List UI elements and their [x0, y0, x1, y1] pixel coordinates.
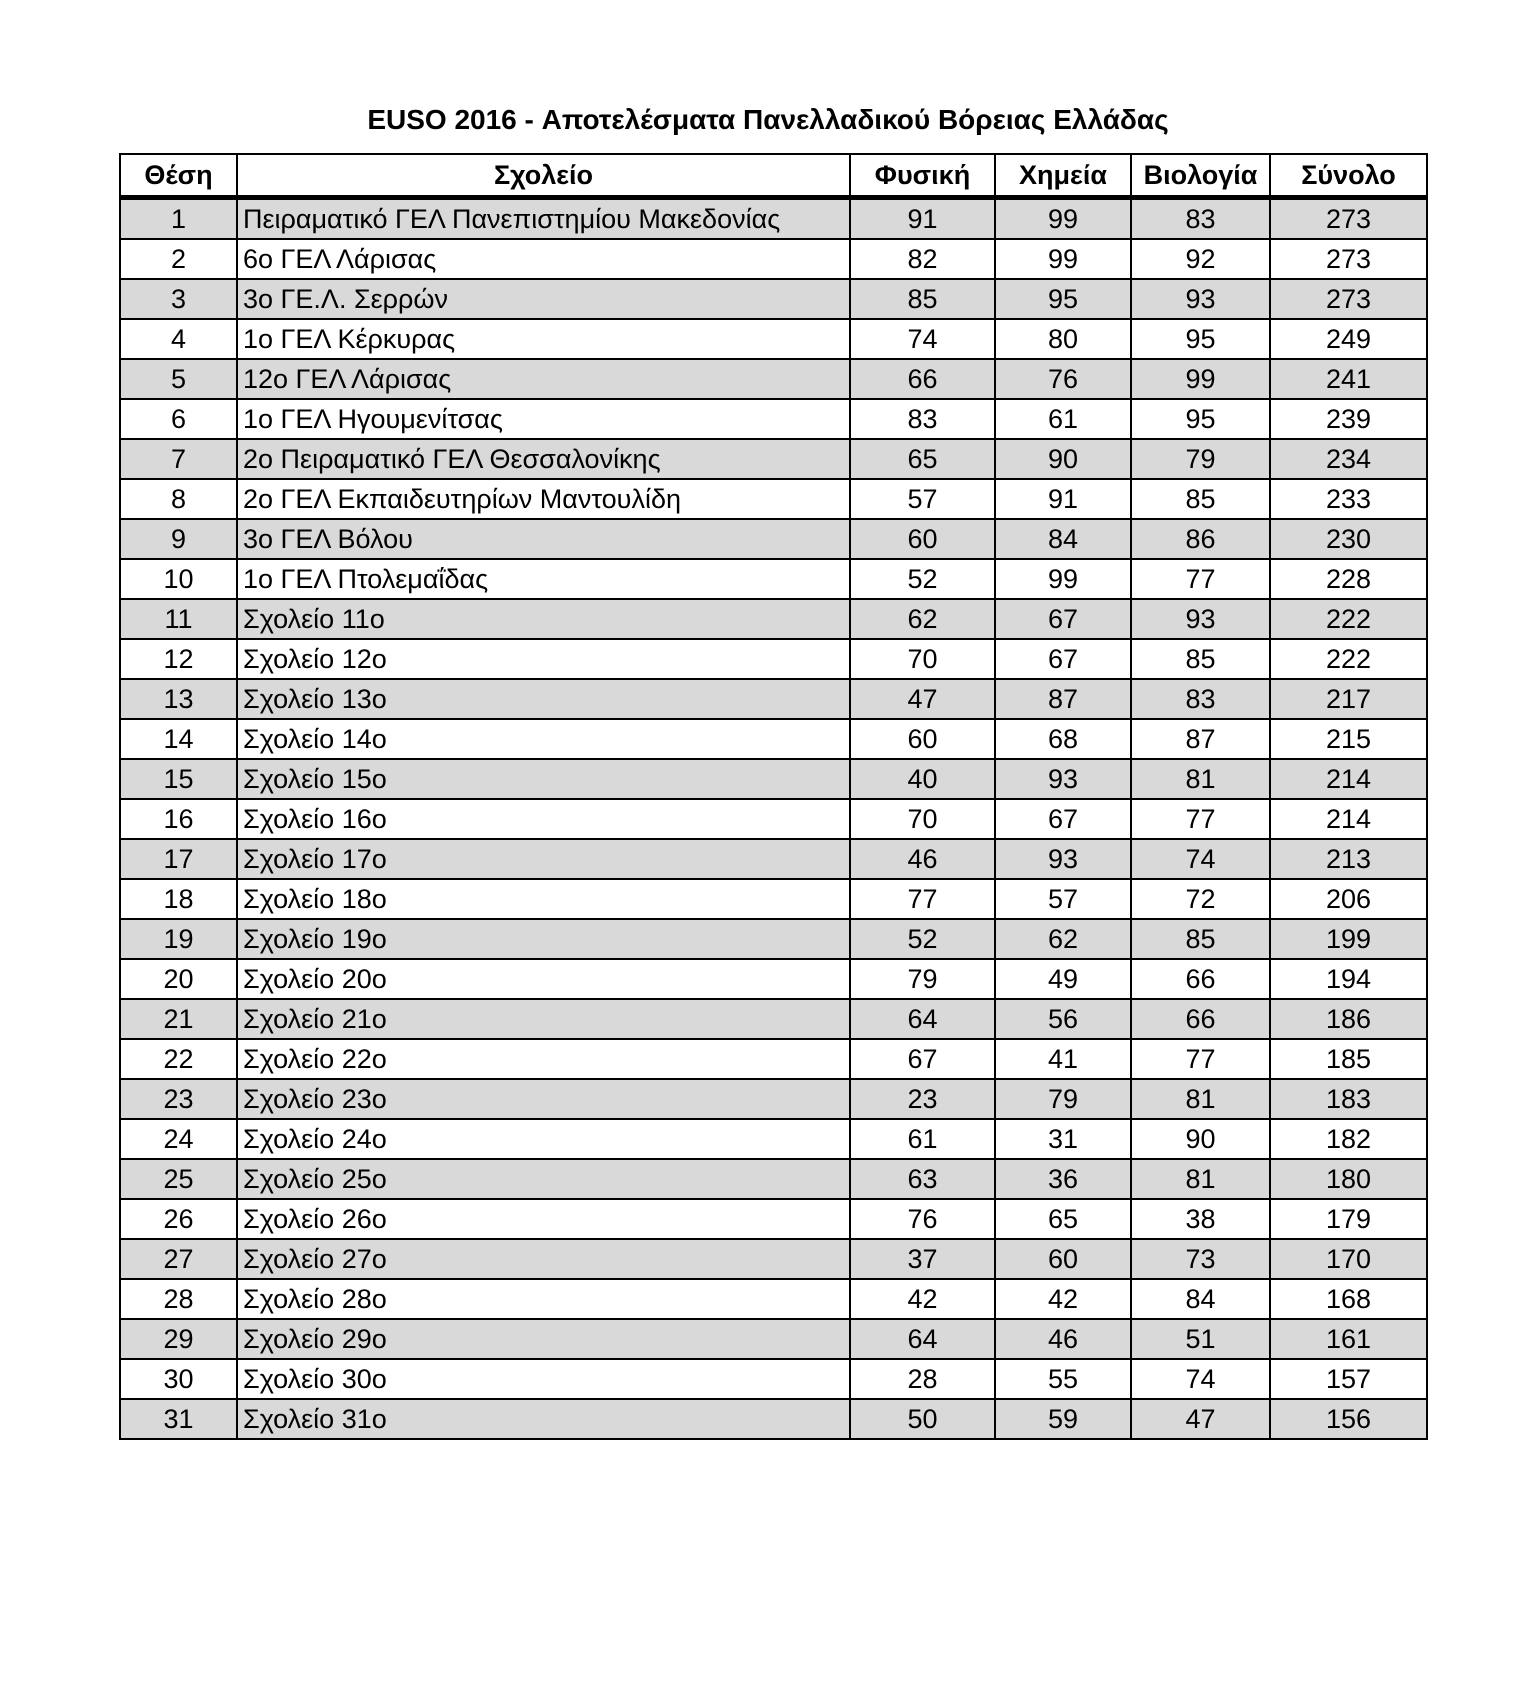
cell-school: Σχολείο 14ο [237, 719, 850, 759]
cell-biology: 81 [1131, 1079, 1270, 1119]
cell-chemistry: 80 [995, 319, 1131, 359]
cell-rank: 26 [120, 1199, 237, 1239]
cell-school: Σχολείο 11ο [237, 599, 850, 639]
table-row [120, 919, 1427, 959]
cell-total: 222 [1270, 599, 1427, 639]
column-header-rank: Θέση [120, 154, 237, 197]
cell-rank: 17 [120, 839, 237, 879]
cell-physics: 23 [850, 1079, 995, 1119]
table-row [120, 719, 1427, 759]
cell-biology: 84 [1131, 1279, 1270, 1319]
cell-rank: 15 [120, 759, 237, 799]
cell-physics: 85 [850, 279, 995, 319]
cell-physics: 46 [850, 839, 995, 879]
cell-physics: 60 [850, 719, 995, 759]
cell-rank: 3 [120, 279, 237, 319]
table-row [120, 197, 1427, 239]
cell-total: 217 [1270, 679, 1427, 719]
cell-total: 156 [1270, 1399, 1427, 1439]
cell-school: Σχολείο 26ο [237, 1199, 850, 1239]
cell-physics: 91 [850, 197, 995, 239]
cell-chemistry: 55 [995, 1359, 1131, 1399]
cell-rank: 28 [120, 1279, 237, 1319]
cell-chemistry: 41 [995, 1039, 1131, 1079]
cell-school: Σχολείο 19ο [237, 919, 850, 959]
cell-total: 180 [1270, 1159, 1427, 1199]
cell-biology: 77 [1131, 799, 1270, 839]
cell-school: Σχολείο 15ο [237, 759, 850, 799]
cell-school: Σχολείο 28ο [237, 1279, 850, 1319]
table-header [120, 154, 1427, 197]
cell-total: 168 [1270, 1279, 1427, 1319]
cell-total: 273 [1270, 239, 1427, 279]
cell-physics: 62 [850, 599, 995, 639]
table-row [120, 1239, 1427, 1279]
cell-physics: 77 [850, 879, 995, 919]
cell-physics: 79 [850, 959, 995, 999]
cell-rank: 21 [120, 999, 237, 1039]
cell-biology: 86 [1131, 519, 1270, 559]
cell-total: 186 [1270, 999, 1427, 1039]
cell-school: Σχολείο 23ο [237, 1079, 850, 1119]
cell-school: Σχολείο 16ο [237, 799, 850, 839]
cell-total: 239 [1270, 399, 1427, 439]
table-row [120, 399, 1427, 439]
cell-chemistry: 62 [995, 919, 1131, 959]
table-row [120, 479, 1427, 519]
cell-physics: 50 [850, 1399, 995, 1439]
cell-rank: 29 [120, 1319, 237, 1359]
cell-biology: 95 [1131, 399, 1270, 439]
table-row [120, 1319, 1427, 1359]
table-row [120, 1279, 1427, 1319]
cell-chemistry: 91 [995, 479, 1131, 519]
cell-biology: 85 [1131, 479, 1270, 519]
cell-chemistry: 42 [995, 1279, 1131, 1319]
cell-school: 1ο ΓΕΛ Ηγουμενίτσας [237, 399, 850, 439]
cell-total: 183 [1270, 1079, 1427, 1119]
cell-biology: 81 [1131, 1159, 1270, 1199]
cell-rank: 25 [120, 1159, 237, 1199]
cell-school: Σχολείο 27ο [237, 1239, 850, 1279]
table-row [120, 1039, 1427, 1079]
cell-total: 230 [1270, 519, 1427, 559]
table-row [120, 239, 1427, 279]
cell-rank: 31 [120, 1399, 237, 1439]
table-row [120, 359, 1427, 399]
cell-total: 214 [1270, 799, 1427, 839]
cell-school: Πειραματικό ΓΕΛ Πανεπιστημίου Μακεδονίας [237, 197, 850, 239]
cell-school: 1ο ΓΕΛ Κέρκυρας [237, 319, 850, 359]
table-row [120, 639, 1427, 679]
cell-physics: 70 [850, 639, 995, 679]
page-title: EUSO 2016 - Αποτελέσματα Πανελλαδικού Βόρειας Ελλάδας [367, 104, 1169, 135]
cell-rank: 22 [120, 1039, 237, 1079]
cell-rank: 27 [120, 1239, 237, 1279]
cell-total: 185 [1270, 1039, 1427, 1079]
cell-biology: 87 [1131, 719, 1270, 759]
cell-rank: 6 [120, 399, 237, 439]
cell-school: 1ο ΓΕΛ Πτολεμαΐδας [237, 559, 850, 599]
table-row [120, 1159, 1427, 1199]
cell-physics: 83 [850, 399, 995, 439]
cell-biology: 74 [1131, 839, 1270, 879]
cell-biology: 38 [1131, 1199, 1270, 1239]
cell-school: Σχολείο 21ο [237, 999, 850, 1039]
table-body [120, 197, 1427, 1439]
column-header-school: Σχολείο [237, 154, 850, 197]
table-row [120, 1399, 1427, 1439]
cell-total: 182 [1270, 1119, 1427, 1159]
cell-physics: 61 [850, 1119, 995, 1159]
cell-chemistry: 90 [995, 439, 1131, 479]
cell-biology: 51 [1131, 1319, 1270, 1359]
cell-total: 179 [1270, 1199, 1427, 1239]
cell-physics: 66 [850, 359, 995, 399]
cell-rank: 16 [120, 799, 237, 839]
cell-chemistry: 57 [995, 879, 1131, 919]
cell-chemistry: 68 [995, 719, 1131, 759]
table-row [120, 319, 1427, 359]
cell-biology: 85 [1131, 919, 1270, 959]
table-row [120, 879, 1427, 919]
cell-chemistry: 46 [995, 1319, 1131, 1359]
cell-physics: 67 [850, 1039, 995, 1079]
cell-chemistry: 99 [995, 239, 1131, 279]
cell-chemistry: 84 [995, 519, 1131, 559]
cell-physics: 57 [850, 479, 995, 519]
cell-physics: 64 [850, 1319, 995, 1359]
cell-total: 241 [1270, 359, 1427, 399]
cell-biology: 90 [1131, 1119, 1270, 1159]
cell-biology: 66 [1131, 999, 1270, 1039]
results-table [119, 153, 1428, 1440]
cell-school: Σχολείο 18ο [237, 879, 850, 919]
cell-school: 6ο ΓΕΛ Λάρισας [237, 239, 850, 279]
cell-rank: 7 [120, 439, 237, 479]
table-row [120, 999, 1427, 1039]
cell-biology: 77 [1131, 559, 1270, 599]
cell-physics: 52 [850, 559, 995, 599]
cell-biology: 47 [1131, 1399, 1270, 1439]
cell-rank: 1 [120, 197, 237, 239]
table-row [120, 959, 1427, 999]
cell-school: Σχολείο 13ο [237, 679, 850, 719]
cell-biology: 73 [1131, 1239, 1270, 1279]
cell-physics: 42 [850, 1279, 995, 1319]
cell-total: 199 [1270, 919, 1427, 959]
table-row [120, 1119, 1427, 1159]
cell-rank: 13 [120, 679, 237, 719]
cell-total: 233 [1270, 479, 1427, 519]
header-row [120, 154, 1427, 197]
table-row [120, 1079, 1427, 1119]
cell-physics: 74 [850, 319, 995, 359]
cell-rank: 2 [120, 239, 237, 279]
cell-chemistry: 67 [995, 599, 1131, 639]
cell-physics: 70 [850, 799, 995, 839]
cell-school: Σχολείο 17ο [237, 839, 850, 879]
cell-chemistry: 31 [995, 1119, 1131, 1159]
cell-physics: 63 [850, 1159, 995, 1199]
cell-physics: 82 [850, 239, 995, 279]
cell-chemistry: 36 [995, 1159, 1131, 1199]
cell-rank: 10 [120, 559, 237, 599]
cell-school: Σχολείο 24ο [237, 1119, 850, 1159]
cell-school: 2ο ΓΕΛ Εκπαιδευτηρίων Μαντουλίδη [237, 479, 850, 519]
cell-rank: 18 [120, 879, 237, 919]
cell-biology: 95 [1131, 319, 1270, 359]
cell-rank: 20 [120, 959, 237, 999]
cell-biology: 83 [1131, 679, 1270, 719]
cell-physics: 40 [850, 759, 995, 799]
cell-biology: 66 [1131, 959, 1270, 999]
cell-physics: 60 [850, 519, 995, 559]
cell-chemistry: 99 [995, 197, 1131, 239]
cell-physics: 37 [850, 1239, 995, 1279]
column-header-total: Σύνολο [1270, 154, 1427, 197]
cell-total: 214 [1270, 759, 1427, 799]
cell-physics: 47 [850, 679, 995, 719]
cell-rank: 14 [120, 719, 237, 759]
cell-school: Σχολείο 31ο [237, 1399, 850, 1439]
cell-chemistry: 67 [995, 639, 1131, 679]
cell-school: 12ο ΓΕΛ Λάρισας [237, 359, 850, 399]
cell-total: 213 [1270, 839, 1427, 879]
table-row [120, 439, 1427, 479]
cell-total: 170 [1270, 1239, 1427, 1279]
cell-total: 206 [1270, 879, 1427, 919]
cell-chemistry: 99 [995, 559, 1131, 599]
cell-chemistry: 95 [995, 279, 1131, 319]
cell-school: Σχολείο 25ο [237, 1159, 850, 1199]
cell-chemistry: 93 [995, 839, 1131, 879]
cell-physics: 76 [850, 1199, 995, 1239]
cell-rank: 4 [120, 319, 237, 359]
cell-biology: 72 [1131, 879, 1270, 919]
table-row [120, 759, 1427, 799]
cell-chemistry: 93 [995, 759, 1131, 799]
cell-total: 215 [1270, 719, 1427, 759]
cell-biology: 92 [1131, 239, 1270, 279]
column-header-chemistry: Χημεία [995, 154, 1131, 197]
cell-school: Σχολείο 29ο [237, 1319, 850, 1359]
table-row [120, 799, 1427, 839]
cell-rank: 11 [120, 599, 237, 639]
cell-school: Σχολείο 22ο [237, 1039, 850, 1079]
cell-chemistry: 67 [995, 799, 1131, 839]
cell-rank: 30 [120, 1359, 237, 1399]
cell-school: 3ο ΓΕ.Λ. Σερρών [237, 279, 850, 319]
cell-rank: 19 [120, 919, 237, 959]
table-row [120, 679, 1427, 719]
cell-rank: 12 [120, 639, 237, 679]
cell-physics: 64 [850, 999, 995, 1039]
cell-chemistry: 79 [995, 1079, 1131, 1119]
cell-rank: 23 [120, 1079, 237, 1119]
cell-chemistry: 59 [995, 1399, 1131, 1439]
cell-school: Σχολείο 12ο [237, 639, 850, 679]
cell-school: 2ο Πειραματικό ΓΕΛ Θεσσαλονίκης [237, 439, 850, 479]
column-header-biology: Βιολογία [1131, 154, 1270, 197]
table-row [120, 279, 1427, 319]
cell-chemistry: 76 [995, 359, 1131, 399]
cell-total: 194 [1270, 959, 1427, 999]
cell-school: Σχολείο 30ο [237, 1359, 850, 1399]
table-row [120, 559, 1427, 599]
cell-school: Σχολείο 20ο [237, 959, 850, 999]
cell-biology: 77 [1131, 1039, 1270, 1079]
cell-biology: 93 [1131, 599, 1270, 639]
cell-total: 161 [1270, 1319, 1427, 1359]
cell-rank: 9 [120, 519, 237, 559]
cell-biology: 99 [1131, 359, 1270, 399]
cell-biology: 83 [1131, 197, 1270, 239]
cell-physics: 28 [850, 1359, 995, 1399]
cell-physics: 65 [850, 439, 995, 479]
cell-school: 3ο ΓΕΛ Βόλου [237, 519, 850, 559]
cell-chemistry: 60 [995, 1239, 1131, 1279]
cell-biology: 81 [1131, 759, 1270, 799]
cell-biology: 85 [1131, 639, 1270, 679]
cell-chemistry: 49 [995, 959, 1131, 999]
cell-chemistry: 65 [995, 1199, 1131, 1239]
table-row [120, 1359, 1427, 1399]
cell-rank: 8 [120, 479, 237, 519]
cell-total: 157 [1270, 1359, 1427, 1399]
cell-total: 249 [1270, 319, 1427, 359]
cell-rank: 24 [120, 1119, 237, 1159]
cell-total: 234 [1270, 439, 1427, 479]
cell-chemistry: 87 [995, 679, 1131, 719]
column-header-physics: Φυσική [850, 154, 995, 197]
cell-total: 228 [1270, 559, 1427, 599]
cell-total: 222 [1270, 639, 1427, 679]
cell-chemistry: 56 [995, 999, 1131, 1039]
cell-biology: 93 [1131, 279, 1270, 319]
cell-total: 273 [1270, 279, 1427, 319]
cell-chemistry: 61 [995, 399, 1131, 439]
table-row [120, 519, 1427, 559]
table-row [120, 1199, 1427, 1239]
cell-biology: 79 [1131, 439, 1270, 479]
cell-total: 273 [1270, 197, 1427, 239]
cell-rank: 5 [120, 359, 237, 399]
cell-biology: 74 [1131, 1359, 1270, 1399]
table-row [120, 599, 1427, 639]
table-row [120, 839, 1427, 879]
cell-physics: 52 [850, 919, 995, 959]
